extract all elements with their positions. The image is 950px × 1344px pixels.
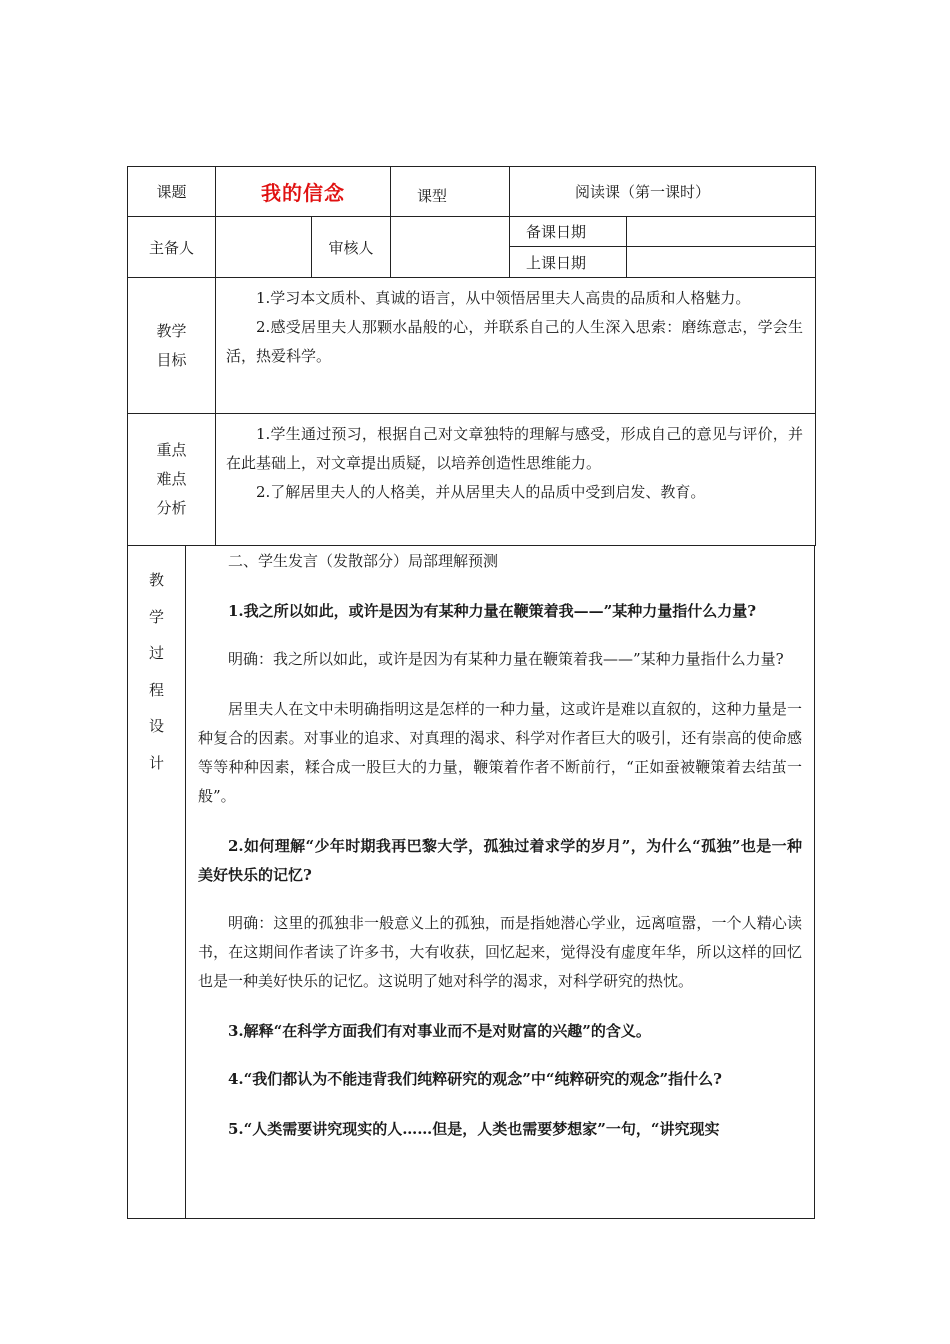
key-points-label-line1: 重点	[156, 441, 187, 459]
process-content	[198, 546, 802, 1144]
objective-item: 1.学习本文质朴、真诚的语言，从中领悟居里夫人高贵的品质和人格魅力。	[256, 289, 751, 307]
process-label-char: 计	[148, 753, 164, 772]
question-2: 2.如何理解“少年时期我再巴黎大学，孤独过着求学的岁月”，为什么“孤独”也是一种美好快乐的记忆?	[198, 837, 802, 884]
key-points-label-line2: 难点	[156, 470, 187, 488]
process-label	[128, 546, 186, 1218]
lesson-header-table	[127, 166, 816, 546]
key-points-label-line3: 分析	[156, 499, 187, 517]
objectives-label-line1: 教学	[156, 321, 187, 340]
key-point-item: 1.学生通过预习，根据自己对文章独特的理解与感受，形成自己的意见与评价，并在此基础上，对文章提出质疑，以培养创造性思维能力。	[226, 425, 804, 472]
label-lesson-type: 课型	[391, 167, 510, 217]
lesson-title: 我的信念	[216, 167, 391, 217]
question-3: 3.解释“在科学方面我们有对事业而不是对财富的兴趣”的含义。	[228, 1022, 651, 1040]
process-label-char: 教	[148, 571, 164, 589]
answer-1-lead: 明确：我之所以如此，或许是因为有某种力量在鞭策着我——”某种力量指什么力量?	[228, 650, 784, 668]
label-class-date: 上课日期	[510, 247, 627, 278]
class-date-value	[627, 247, 816, 278]
objectives-content	[216, 278, 816, 414]
objectives-label-line2: 目标	[156, 350, 187, 369]
process-label-char: 过	[148, 644, 164, 662]
reviewer-value	[391, 217, 510, 278]
key-points-label	[128, 414, 216, 546]
question-1: 1.我之所以如此，或许是因为有某种力量在鞭策着我——”某种力量指什么力量?	[228, 602, 757, 620]
process-label-char: 程	[148, 680, 164, 699]
question-4: 4.“我们都认为不能违背我们纯粹研究的观念”中“纯粹研究的观念”指什么?	[228, 1070, 722, 1088]
objective-item: 2.感受居里夫人那颗水晶般的心，并联系自己的人生深入思索：磨练意志，学会生活，热爱科学。	[226, 318, 804, 365]
section-title: 二、学生发言（发散部分）局部理解预测	[228, 552, 499, 570]
label-topic: 课题	[128, 167, 216, 217]
key-points-content	[216, 414, 816, 546]
answer-2: 明确：这里的孤独非一般意义上的孤独，而是指她潜心学业，远离喧嚣，一个人精心读书，在这期间作者读了许多书，大有收获，回忆起来，觉得没有虚度年华，所以这样的回忆也是一种美好快乐的记忆。这说明了她对科学的渴求，对科学研究的热忱。	[198, 914, 802, 990]
label-preparer: 主备人	[128, 217, 216, 278]
lesson-type-value: 阅读课（第一课时）	[510, 167, 816, 217]
objectives-label	[128, 278, 216, 414]
teaching-process-section	[127, 545, 815, 1219]
process-label-char: 设	[148, 717, 164, 735]
label-prep-date: 备课日期	[510, 217, 627, 247]
prep-date-value	[627, 217, 816, 247]
preparer-value	[216, 217, 312, 278]
key-point-item: 2.了解居里夫人的人格美，并从居里夫人的品质中受到启发、教育。	[256, 483, 706, 501]
label-reviewer: 审核人	[312, 217, 391, 278]
question-5: 5.“人类需要讲究现实的人……但是，人类也需要梦想家”一句，“讲究现实	[228, 1120, 720, 1138]
process-label-char: 学	[148, 607, 164, 626]
answer-1-body: 居里夫人在文中未明确指明这是怎样的一种力量，这或许是难以直叙的，这种力量是一种复合的因素。对事业的追求、对真理的渴求、科学对作者巨大的吸引，还有崇高的使命感等等种种因素，糅合成一股巨大的力量，鞭策着作者不断前行，“正如蚕被鞭策着去结茧一般”。	[198, 700, 802, 805]
